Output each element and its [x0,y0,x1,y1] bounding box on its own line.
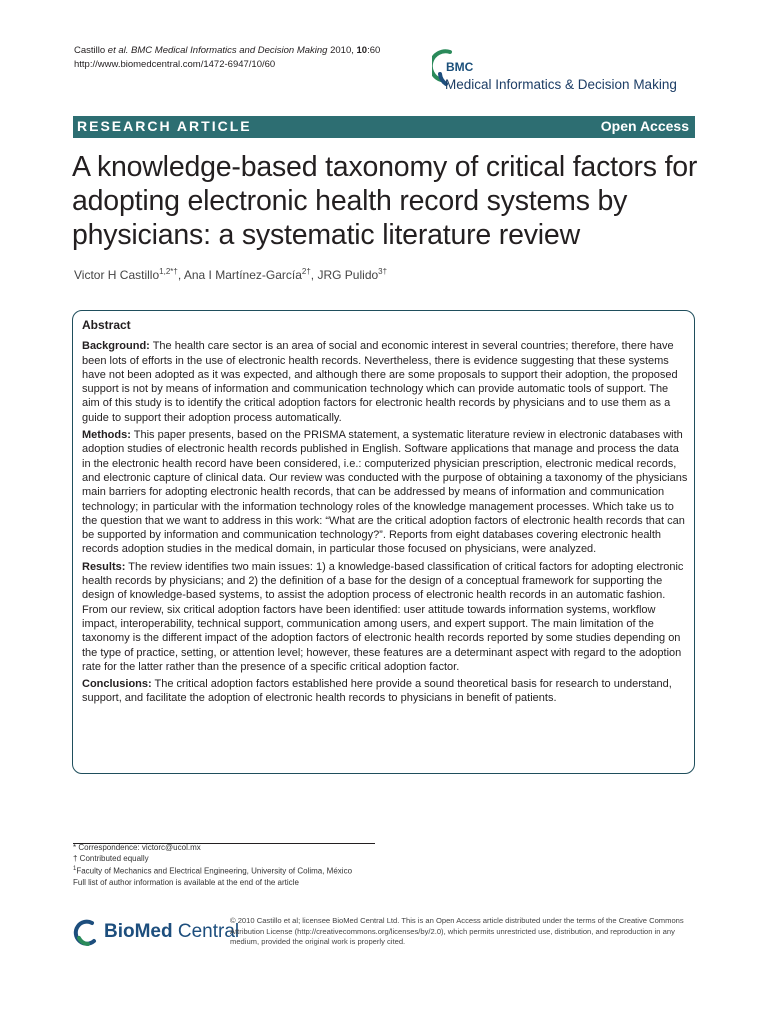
abstract-label: Conclusions: [82,678,152,691]
citation-authors: Castillo [74,45,106,56]
citation-etal: et al. [107,45,129,56]
citation-journal: BMC Medical Informatics and Decision Making [131,45,328,56]
author-2: Ana I Martínez-García [183,268,302,282]
abstract-text: The review identifies two main issues: 1) a knowledge-based classification of critical factors for adopting electronic health records by physicians; and 2) the definition of a base for the design of a conceptual framework for supporting the design of knowledge-based systems, to assist the adoption process of electronic health records in an automatic fashion. From our review, six critical adoption factors have been identified: user attitude towards information systems, workflow impact, interoperability, technical support, communication among users, and expert support. The main limitation of the taxonomy is the different impact of the adoption factors of electronic health records reported by some studies depending on the type of practice, setting, or attention level; however, these features are a determinant aspect with regard to the adoption rate for the latter rather than the presence of a specific critical adoption factor. [82,560,684,673]
affiliation-note [73,864,373,877]
citation-article: :60 [367,45,381,56]
author-2-affil: 2† [301,267,311,276]
biomed-central-arc-icon [72,918,102,948]
author-sep: , [177,268,184,282]
abstract-label: Methods: [82,429,131,442]
open-access-label: Open Access [600,118,689,134]
citation-year: 2010, [330,45,354,56]
footnotes [73,842,373,888]
citation-header [74,44,380,72]
abstract-heading: Abstract [82,318,131,332]
author-1: Victor H Castillo [74,268,160,282]
abstract-text: The critical adoption factors established here provide a sound theoretical basis for research to understand, support, and facilitate the adoption of electronic health records to physicians in benefit of patients. [82,678,672,705]
biomed-central-logo [72,918,240,948]
logo-biomed: BioMed [104,921,173,942]
journal-logo [432,46,702,96]
affiliation-text: Faculty of Mechanics and Electrical Engineering, University of Colima, México [76,867,353,877]
author-sep: , [310,268,318,282]
article-title: A knowledge-based taxonomy of critical factors for adopting electronic health record systems by physicians: a systematic literature review [72,151,698,251]
abstract-text: This paper presents, based on the PRISMA statement, a systematic literature review in electronic databases with adoption studies of electronic health records published in English. Software applications that manage and process the data in the electronic health record have been considered, i.e.: computerized physician prescription, electronic medical records, and electronic capture of clinical data. Our review was conducted with the purpose of obtaining a taxonomy of the physicians main barriers for adopting electronic health records, that can be addressed by means of information and communication technology; in particular with the information technology roles of the knowledge management processes. Which take us to the question that we want to address in this work: “What are the critical adoption factors of electronic health records that can be supported by information and communication technology?”. Reports from eight databases covering electronic health records adoption studies in the medical domain, in particular those focused on physicians, were analyzed. [82,429,688,556]
abstract-box [72,310,695,774]
author-3: JRG Pulido [317,268,379,282]
abstract-label: Results: [82,560,126,573]
contributed-note: † Contributed equally [73,854,149,864]
article-type: RESEARCH ARTICLE [77,118,252,134]
abstract-conclusions [82,677,688,706]
abstract-methods [82,428,688,557]
citation-url[interactable]: http://www.biomedcentral.com/1472-6947/10/60 [74,59,276,70]
correspondence-note: * Correspondence: victorc@ucol.mx [73,843,201,852]
abstract-background [82,339,688,425]
author-list [74,267,387,282]
author-info-note: Full list of author information is available at the end of the article [73,878,299,888]
affiliation-sup: 1 [73,866,77,873]
citation-volume: 10 [356,45,368,56]
journal-logo-bmc: BMC [446,60,474,74]
article-type-banner [73,116,695,138]
abstract-results [82,560,688,674]
author-3-affil: 3† [378,267,388,276]
license-text: © 2010 Castillo et al; licensee BioMed Central Ltd. This is an Open Access article distributed under the terms of the Creative Commons Attribution License (http://creativecommons.org/licenses/by/2.0), which permits unrestricted use, distribution, and reproduction in any medium, provided the original work is properly cited. [230,916,684,947]
abstract-text: The health care sector is an area of social and economic interest in several countries; therefore, there have been lots of efforts in the use of electronic health records. Nevertheless, there is evidence suggesting that these systems have not been adopted as it was expected, and although there are some proposals to support their adoption, the proposed support is not by means of information and communication technology which can provide automatic tools of support. The aim of this study is to identify the critical adoption factors for electronic health records by physicians and to use them as a guide to support their adoption process automatically. [82,340,678,424]
journal-logo-name: Medical Informatics & Decision Making [445,77,677,92]
abstract-label: Background: [82,340,150,353]
author-1-affil: 1,2*† [159,267,178,276]
logo-central: Central [172,921,240,942]
